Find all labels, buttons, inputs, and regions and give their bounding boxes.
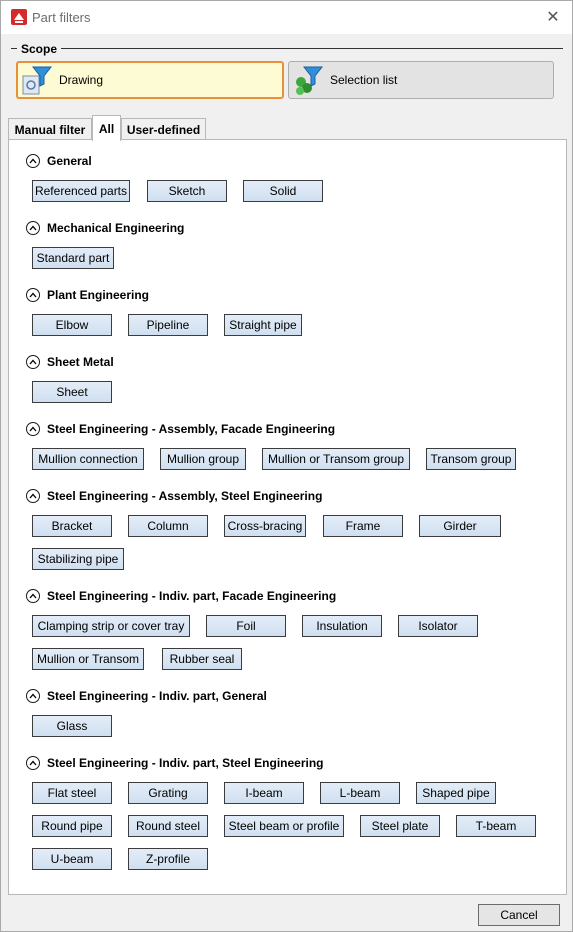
group-title: Steel Engineering - Indiv. part, General [47, 689, 267, 703]
group-title: Plant Engineering [47, 288, 150, 302]
drawing-filter-icon [21, 64, 53, 96]
group-title: Mechanical Engineering [47, 221, 185, 235]
tab-all[interactable]: All [92, 115, 121, 141]
group-title: Steel Engineering - Assembly, Steel Engineering [47, 489, 323, 503]
group-steel-assembly-steel [26, 489, 322, 503]
collapse-chevron-up-icon[interactable] [26, 756, 40, 770]
filter-button-shaped-pipe[interactable]: Shaped pipe [416, 782, 496, 804]
collapse-chevron-up-icon[interactable] [26, 489, 40, 503]
close-icon: ✕ [546, 9, 560, 26]
group-mechanical-engineering [26, 221, 184, 235]
app-logo-icon [11, 9, 27, 25]
group-steel-indiv-steel [26, 756, 324, 770]
filter-button-foil[interactable]: Foil [206, 615, 286, 637]
scope-divider-left [11, 48, 17, 49]
filter-button-frame[interactable]: Frame [323, 515, 403, 537]
scope-drawing-button[interactable] [16, 61, 284, 99]
filter-button-sketch[interactable]: Sketch [147, 180, 227, 202]
scope-selection-list-button[interactable] [288, 61, 554, 99]
filter-button-t-beam[interactable]: T-beam [456, 815, 536, 837]
filter-button-column[interactable]: Column [128, 515, 208, 537]
collapse-chevron-up-icon[interactable] [26, 221, 40, 235]
filter-button-glass[interactable]: Glass [32, 715, 112, 737]
collapse-chevron-up-icon[interactable] [26, 154, 40, 168]
filter-button-stabilizing-pipe[interactable]: Stabilizing pipe [32, 548, 124, 570]
collapse-chevron-up-icon[interactable] [26, 589, 40, 603]
filter-button-round-steel[interactable]: Round steel [128, 815, 208, 837]
filter-button-round-pipe[interactable]: Round pipe [32, 815, 112, 837]
group-title: Sheet Metal [47, 355, 114, 369]
filter-button-mullion-or-transom-group[interactable]: Mullion or Transom group [262, 448, 410, 470]
group-title: Steel Engineering - Indiv. part, Facade Engineering [47, 589, 337, 603]
filter-button-mullion-or-transom[interactable]: Mullion or Transom [32, 648, 144, 670]
group-plant-engineering [26, 288, 149, 302]
filter-button-sheet[interactable]: Sheet [32, 381, 112, 403]
filter-button-girder[interactable]: Girder [419, 515, 501, 537]
group-title: Steel Engineering - Assembly, Facade Engineering [47, 422, 336, 436]
filter-button-straight-pipe[interactable]: Straight pipe [224, 314, 302, 336]
close-button[interactable] [540, 6, 566, 28]
filter-button-solid[interactable]: Solid [243, 180, 323, 202]
tab-manual-filter[interactable]: Manual filter [8, 118, 92, 140]
filter-button-l-beam[interactable]: L-beam [320, 782, 400, 804]
filter-button-bracket[interactable]: Bracket [32, 515, 112, 537]
tab-user-defined[interactable]: User-defined [121, 118, 206, 140]
filter-button-steel-plate[interactable]: Steel plate [360, 815, 440, 837]
group-steel-indiv-general [26, 689, 267, 703]
collapse-chevron-up-icon[interactable] [26, 355, 40, 369]
filter-button-grating[interactable]: Grating [128, 782, 208, 804]
group-steel-indiv-facade [26, 589, 336, 603]
group-steel-assembly-facade [26, 422, 335, 436]
filter-button-clamping-strip[interactable]: Clamping strip or cover tray [32, 615, 190, 637]
filter-button-flat-steel[interactable]: Flat steel [32, 782, 112, 804]
filter-button-transom-group[interactable]: Transom group [426, 448, 516, 470]
group-title: General [47, 154, 92, 168]
group-general [26, 154, 92, 168]
scope-selection-list-label: Selection list [330, 73, 398, 87]
filter-button-rubber-seal[interactable]: Rubber seal [162, 648, 242, 670]
window-title: Part filters [32, 10, 91, 25]
group-sheet-metal [26, 355, 114, 369]
cancel-button[interactable]: Cancel [478, 904, 560, 926]
filter-panel [8, 139, 567, 895]
collapse-chevron-up-icon[interactable] [26, 422, 40, 436]
filter-button-u-beam[interactable]: U-beam [32, 848, 112, 870]
filter-button-referenced-parts[interactable]: Referenced parts [32, 180, 130, 202]
filter-button-mullion-group[interactable]: Mullion group [160, 448, 246, 470]
filter-button-isolator[interactable]: Isolator [398, 615, 478, 637]
scope-label: Scope [21, 42, 58, 56]
filter-button-elbow[interactable]: Elbow [32, 314, 112, 336]
group-title: Steel Engineering - Indiv. part, Steel Engineering [47, 756, 324, 770]
scope-drawing-label: Drawing [59, 73, 104, 87]
filter-button-insulation[interactable]: Insulation [302, 615, 382, 637]
filter-button-standard-part[interactable]: Standard part [32, 247, 114, 269]
filter-button-mullion-connection[interactable]: Mullion connection [32, 448, 144, 470]
title-bar [1, 1, 572, 34]
filter-button-i-beam[interactable]: I-beam [224, 782, 304, 804]
selection-list-filter-icon [292, 64, 324, 96]
filter-button-z-profile[interactable]: Z-profile [128, 848, 208, 870]
scope-divider [61, 48, 563, 49]
filter-button-steel-beam-or-profile[interactable]: Steel beam or profile [224, 815, 344, 837]
filter-button-cross-bracing[interactable]: Cross-bracing [224, 515, 306, 537]
filter-button-pipeline[interactable]: Pipeline [128, 314, 208, 336]
collapse-chevron-up-icon[interactable] [26, 689, 40, 703]
collapse-chevron-up-icon[interactable] [26, 288, 40, 302]
